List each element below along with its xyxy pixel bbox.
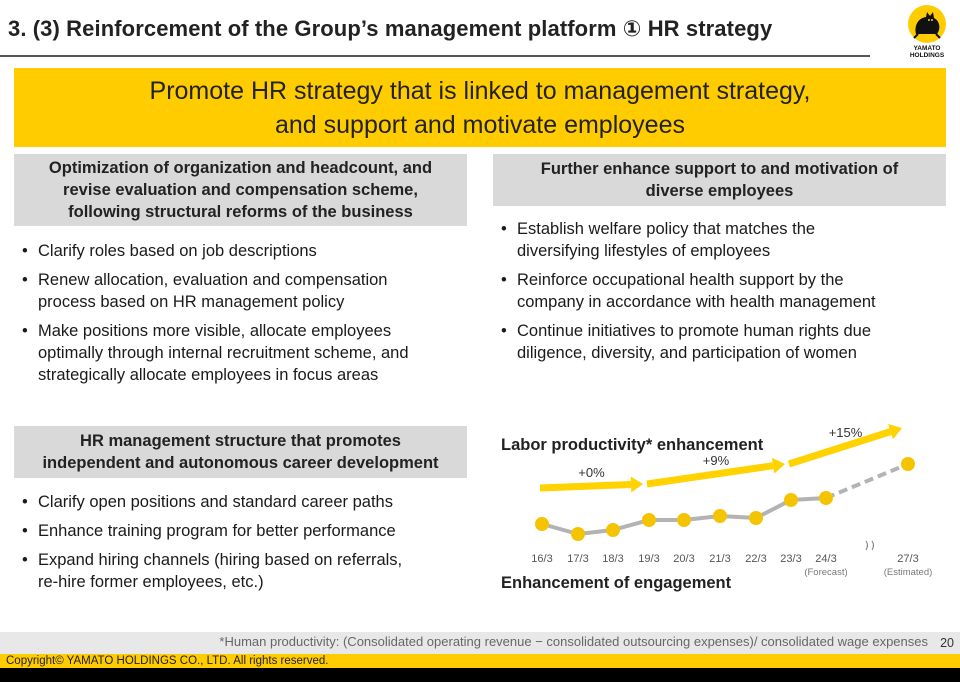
data-point <box>571 527 585 541</box>
list-item: • Establish welfare policy that matches the diversifying lifestyles of employees <box>493 218 953 262</box>
x-tick-label: 27/3 <box>897 553 919 565</box>
x-tick-label: 22/3 <box>745 553 767 565</box>
data-point <box>819 491 833 505</box>
org-section-heading: Optimization of organization and headcount, and revise evaluation and compensation scheme, following structural reforms of the business <box>14 154 467 226</box>
axis-break-icon <box>866 541 874 550</box>
career-section-heading: HR management structure that promotes independent and autonomous career development <box>14 426 467 478</box>
footnote-text: *Human productivity: (Consolidated operating revenue − consolidated outsourcing expenses)/ consolidated wage expenses <box>219 634 928 649</box>
annotation-label: +0% <box>578 465 605 480</box>
x-tick-sublabel: (Forecast) <box>804 567 848 578</box>
x-tick-sublabel: (Estimated) <box>883 567 933 578</box>
chart-title: Labor productivity* enhancement <box>501 436 764 454</box>
logo-text-line2: HOLDINGS <box>909 52 945 59</box>
x-tick-label: 17/3 <box>567 553 589 565</box>
support-section-heading: Further enhance support to and motivation of diverse employees <box>493 154 946 206</box>
list-item: • Renew allocation, evaluation and compensation process based on HR management policy <box>14 269 474 313</box>
x-tick-label: 21/3 <box>709 553 731 565</box>
data-point <box>677 513 691 527</box>
bottom-bar <box>0 668 960 682</box>
data-point <box>606 523 620 537</box>
list-item: • Make positions more visible, allocate employees optimally through internal recruitment scheme, and strategically allocate employees in focus areas <box>14 320 474 386</box>
org-bullet-list <box>14 240 474 393</box>
trend-arrow-head <box>772 458 785 474</box>
footnote-bar <box>0 632 960 654</box>
banner-text: Promote HR strategy that is linked to management strategy, and support and motivate employees <box>149 76 811 139</box>
x-tick-label: 20/3 <box>673 553 695 565</box>
black-cat-logo-icon <box>896 4 958 44</box>
copyright-text: Copyright© YAMATO HOLDINGS CO., LTD. All rights reserved. <box>6 655 329 667</box>
labor-productivity-chart <box>490 425 950 590</box>
data-point <box>713 509 727 523</box>
title-divider <box>0 55 870 57</box>
trend-arrow-head <box>631 476 643 492</box>
data-point <box>535 517 549 531</box>
list-item: • Clarify roles based on job descriptions <box>14 240 474 262</box>
list-item: • Reinforce occupational health support by the company in accordance with health management <box>493 269 953 313</box>
annotation-label: +9% <box>702 453 730 468</box>
data-point <box>642 513 656 527</box>
data-point <box>784 493 798 507</box>
x-tick-label: 19/3 <box>638 553 660 565</box>
support-bullet-list <box>493 218 953 371</box>
trend-arrow-shaft <box>540 484 631 488</box>
key-message-banner <box>14 68 946 147</box>
list-item: • Continue initiatives to promote human rights due diligence, diversity, and participation of women <box>493 320 953 364</box>
data-point <box>901 457 915 471</box>
list-item: • Enhance training program for better performance <box>14 520 474 542</box>
x-tick-label: 23/3 <box>780 553 802 565</box>
list-item: • Clarify open positions and standard career paths <box>14 491 474 513</box>
x-tick-label: 24/3 <box>815 553 837 565</box>
annotation-label: +15% <box>828 425 863 440</box>
logo-text-line1: YAMATO <box>913 45 941 52</box>
engagement-title: Enhancement of engagement <box>501 574 732 592</box>
page-number: 20 <box>940 636 954 650</box>
x-tick-label: 16/3 <box>531 553 553 565</box>
copyright-bar <box>0 654 960 668</box>
career-bullet-list <box>14 491 474 600</box>
x-tick-label: 18/3 <box>602 553 624 565</box>
trend-arrow-shaft <box>647 466 773 484</box>
data-point <box>749 511 763 525</box>
page-title: 3. (3) Reinforcement of the Group’s management platform ① HR strategy <box>8 16 773 41</box>
series-projection-line <box>826 464 908 498</box>
company-logo <box>896 4 958 60</box>
list-item: • Expand hiring channels (hiring based on referrals, re-hire former employees, etc.) <box>14 549 474 593</box>
